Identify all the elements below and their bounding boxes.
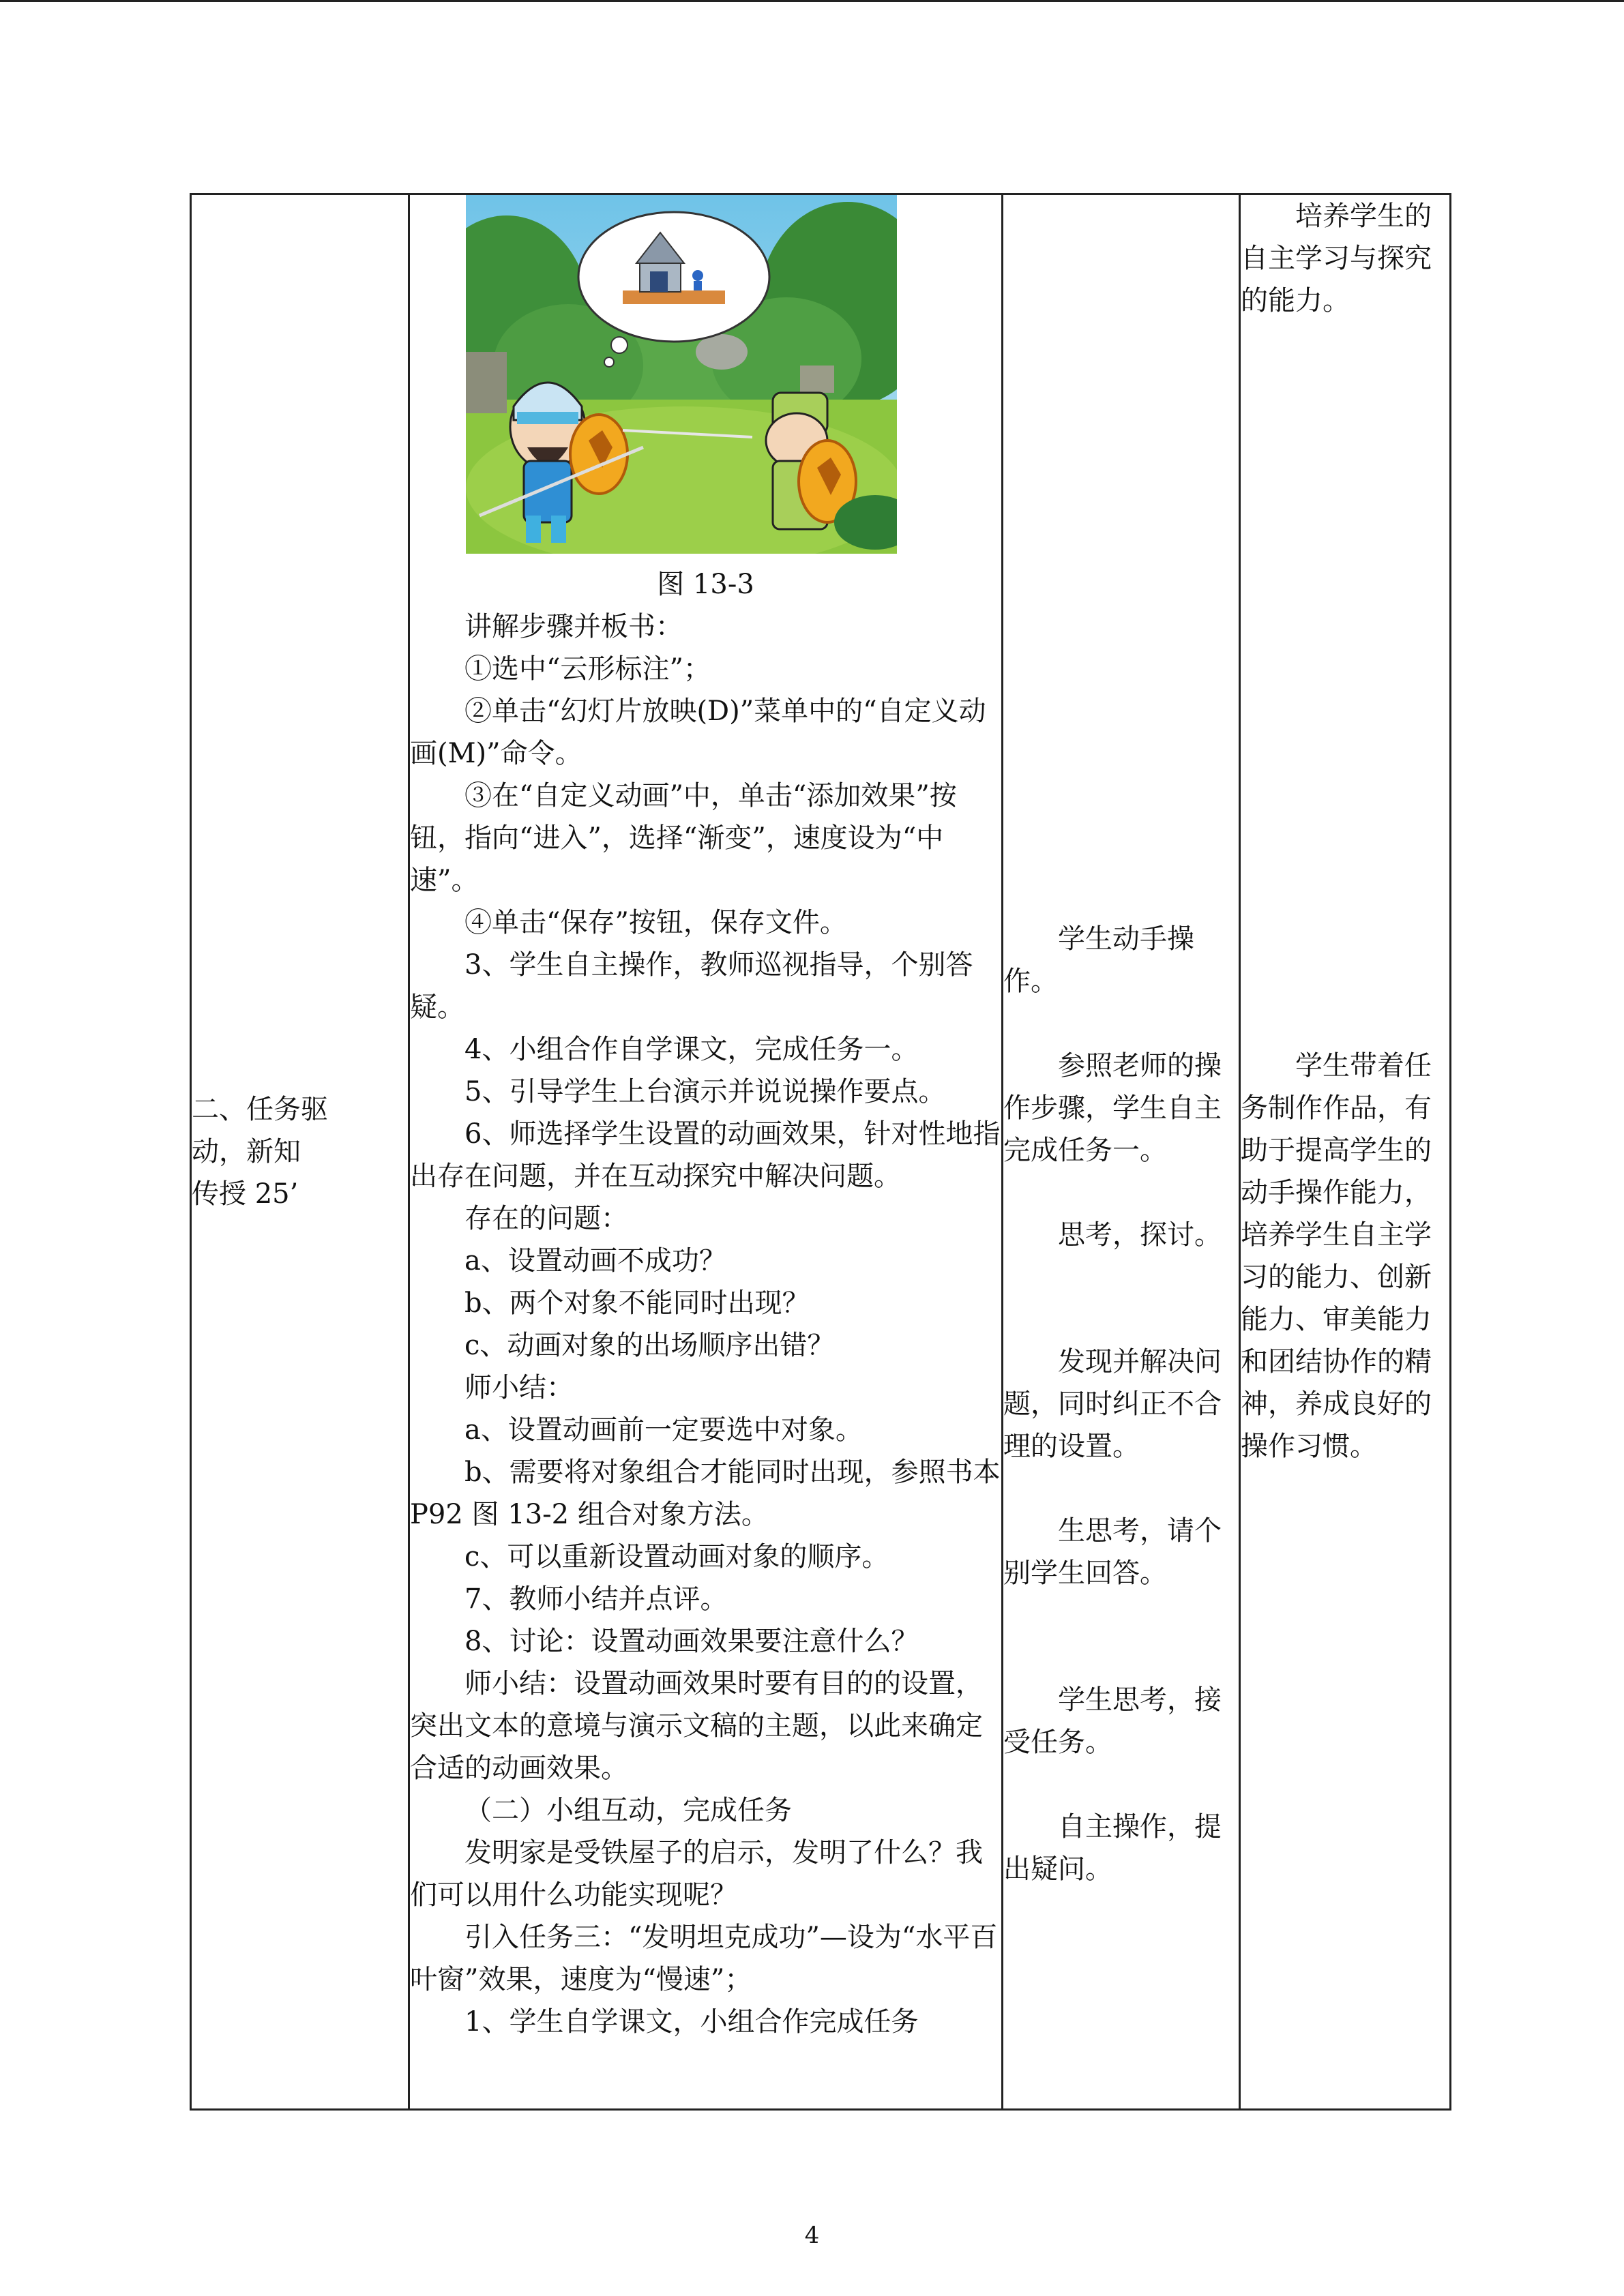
teacher-line: a、设置动画不成功？ [464,1245,726,1277]
student-line: 思考，探讨。 [1058,1219,1222,1251]
teacher-line: 引入任务三：“发明坦克成功”—设为“水平百叶窗”效果，速度为“慢速”； [410,1922,998,1995]
teacher-line: ①选中“云形标注”； [464,653,711,685]
top-border [0,0,1624,2]
figure-caption: 图 13-3 [657,569,754,600]
teacher-line: 3、学生自主操作，教师巡视指导，个别答疑。 [410,949,973,1023]
teacher-line: 6、师选择学生设置的动画效果，针对性地指出存在问题，并在互动探究中解决问题。 [410,1118,1001,1192]
teacher-line: b、两个对象不能同时出现？ [464,1287,810,1319]
teacher-line: 4、小组合作自学课文，完成任务一。 [464,1034,919,1065]
lesson-plan-table [190,193,1451,2111]
student-line: 发现并解决问题，同时纠正不合理的设置。 [1003,1346,1222,1462]
stage-line: 传授 25’ [192,1178,299,1210]
teacher-line: ②单击“幻灯片放映(D)”菜单中的“自定义动画(M)”命令。 [410,696,986,769]
teacher-line: 讲解步骤并板书： [464,611,683,642]
teacher-line: ④单击“保存”按钮，保存文件。 [464,907,847,938]
student-line: 学生动手操作。 [1003,923,1194,997]
knights-fencing-illustration [466,195,897,554]
intent-line: 培养学生的自主学习与探究的能力。 [1241,200,1432,316]
student-line: 学生思考，接受任务。 [1003,1684,1222,1758]
page-number: 4 [804,2222,820,2249]
teacher-line: 7、教师小结并点评。 [464,1583,728,1615]
teacher-line: 1、学生自学课文，小组合作完成任务 [464,2006,919,2038]
teacher-line: 师小结： [464,1372,574,1403]
teacher-line: c、动画对象的出场顺序出错？ [464,1330,835,1361]
teacher-line: ③在“自定义动画”中，单击“添加效果”按钮，指向“进入”，选择“渐变”，速度设为“中速”。 [410,780,957,896]
teacher-line: 8、讨论：设置动画效果要注意什么？ [464,1626,919,1657]
teacher-activity-cell [409,194,1003,2110]
student-line: 生思考，请个别学生回答。 [1003,1515,1222,1589]
teacher-line: 存在的问题： [464,1203,628,1234]
student-line: 参照老师的操作步骤，学生自主完成任务一。 [1003,1050,1222,1166]
student-line: 自主操作，提出疑问。 [1003,1811,1222,1885]
intent-line: 学生带着任务制作作品，有助于提高学生的动手操作能力，培养学生自主学习的能力、创新能力、审美能力和团结协作的精神，养成良好的操作习惯。 [1241,1050,1432,1462]
stage-cell [191,194,409,2110]
stage-line: 动，新知 [192,1136,301,1167]
teacher-line: （二）小组互动，完成任务 [464,1795,792,1826]
table-row [191,194,1451,2110]
teacher-line: 5、引导学生上台演示并说说操作要点。 [464,1076,946,1107]
student-activity-cell [1003,194,1240,2110]
teacher-line: 师小结：设置动画效果时要有目的的设置，突出文本的意境与演示文稿的主题，以此来确定合适的动画效果。 [410,1668,983,1784]
teacher-line: c、可以重新设置动画对象的顺序。 [464,1541,889,1572]
design-intent-cell [1240,194,1451,2110]
teacher-line: 发明家是受铁屋子的启示，发明了什么？我们可以用什么功能实现呢？ [410,1837,983,1911]
teacher-line: b、需要将对象组合才能同时出现，参照书本 P92 图 13-2 组合对象方法。 [410,1457,1001,1530]
teacher-line: a、设置动画前一定要选中对象。 [464,1414,863,1446]
stage-line: 二、任务驱 [192,1094,328,1125]
